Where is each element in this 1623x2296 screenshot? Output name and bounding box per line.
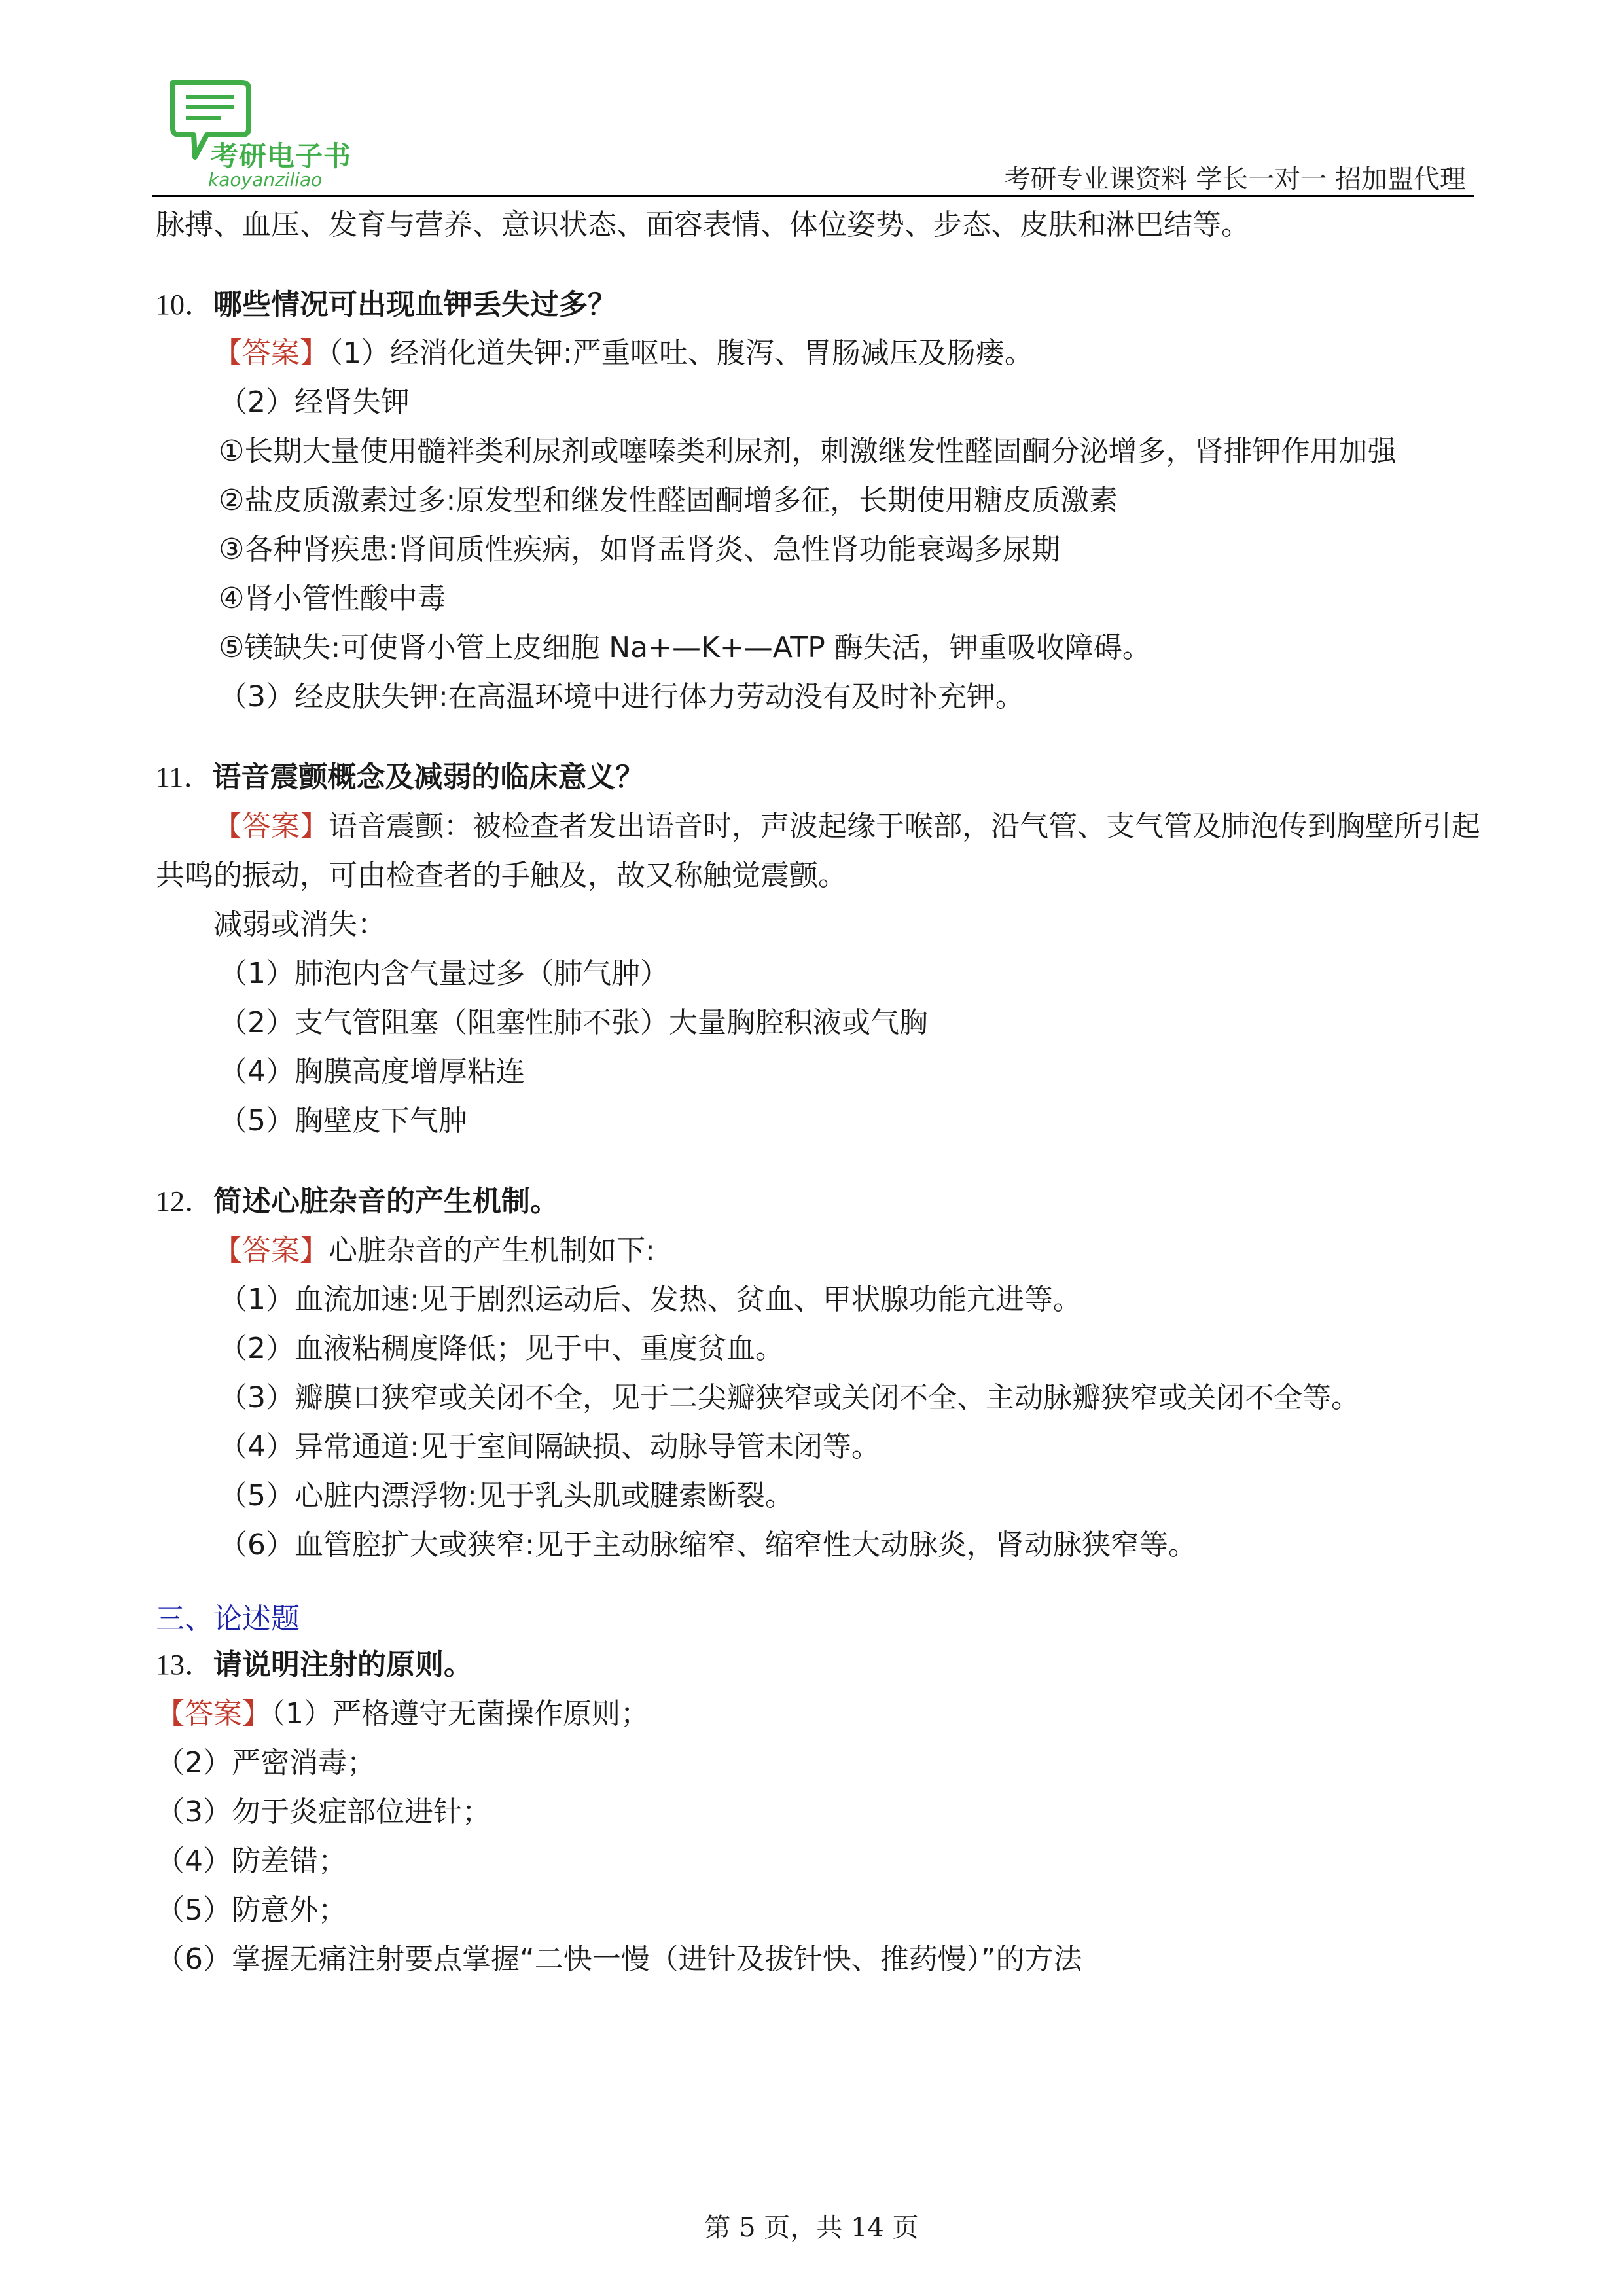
answer-line: （1）血流加速:见于剧烈运动后、发热、贫血、甲状腺功能亢进等。: [219, 1283, 1082, 1316]
question-text: 请说明注射的原则。: [213, 1648, 473, 1681]
answer-line: ⑤镁缺失:可使肾小管上皮细胞 Na+—K+—ATP 酶失活，钾重吸收障碍。: [219, 631, 1151, 664]
question-number: 11．: [156, 761, 213, 793]
answer-line: （5）胸壁皮下气肿: [219, 1104, 467, 1138]
answer-line: （3）经皮肤失钾:在高温环境中进行体力劳动没有及时补充钾。: [219, 680, 1024, 713]
answer-tag: 【答案】: [213, 1234, 329, 1267]
answer-line: [213, 808, 1480, 845]
body-line: 脉搏、血压、发育与营养、意识状态、面容表情、体位姿势、步态、皮肤和淋巴结等。: [156, 208, 1250, 242]
answer-text: （1）严格遵守无菌操作原则；: [271, 1697, 649, 1731]
answer-tag: 【答案】: [213, 336, 329, 370]
answer-line: （4）胸膜高度增厚粘连: [219, 1055, 525, 1088]
answer-line: 共鸣的振动，可由检查者的手触及，故又称触觉震颤。: [156, 859, 847, 892]
answer-text: 心脏杂音的产生机制如下:: [329, 1234, 655, 1267]
answer-line: （2）支气管阻塞（阻塞性肺不张）大量胸腔积液或气胸: [219, 1006, 928, 1039]
question-12: [156, 1183, 559, 1220]
question-11: [156, 759, 644, 796]
logo-text: 考研电子书: [211, 140, 352, 172]
answer-line: （3）勿于炎症部位进针；: [156, 1795, 491, 1829]
answer-text: （1）经消化道失钾:严重呕吐、腹泻、胃肠减压及肠瘘。: [329, 336, 1033, 370]
answer-line: （4）异常通道:见于室间隔缺损、动脉导管未闭等。: [219, 1430, 880, 1463]
answer-line: ③各种肾疾患:肾间质性疾病，如肾盂肾炎、急性肾功能衰竭多尿期: [219, 533, 1061, 566]
answer-tag: 【答案】: [213, 810, 329, 843]
section-heading: 三、论述题: [156, 1602, 300, 1636]
answer-line: 减弱或消失：: [213, 908, 386, 941]
answer-text: 语音震颤：被检查者发出语音时，声波起缘于喉部，沿气管、支气管及肺泡传到胸壁所引起: [329, 810, 1480, 843]
answer-line: [213, 1232, 655, 1269]
question-number: 13．: [156, 1649, 213, 1681]
answer-line: （3）瓣膜口狭窄或关闭不全，见于二尖瓣狭窄或关闭不全、主动脉瓣狭窄或关闭不全等。: [219, 1381, 1360, 1414]
question-number: 12．: [156, 1185, 213, 1217]
question-13: [156, 1647, 473, 1683]
answer-line: （2）经肾失钾: [219, 386, 410, 419]
answer-line: （2）血液粘稠度降低；见于中、重度贫血。: [219, 1332, 784, 1365]
answer-line: ①长期大量使用髓袢类利尿剂或噻嗪类利尿剂，刺激继发性醛固酮分泌增多，肾排钾作用加强: [219, 435, 1397, 468]
logo-subtext: kaoyanziliao: [208, 169, 323, 190]
question-text: 语音震颤概念及减弱的临床意义？: [212, 761, 645, 794]
page-number: 第 5 页，共 14 页: [704, 2213, 919, 2243]
answer-line: （4）防差错；: [156, 1844, 347, 1878]
answer-line: （1）肺泡内含气量过多（肺气肿）: [219, 957, 669, 990]
question-text: 哪些情况可出现血钾丢失过多？: [213, 288, 616, 321]
answer-line: [213, 335, 1033, 372]
answer-line: （5）心脏内漂浮物:见于乳头肌或腱索断裂。: [219, 1479, 794, 1513]
answer-line: ②盐皮质激素过多:原发型和继发性醛固酮增多征，长期使用糖皮质激素: [219, 484, 1118, 517]
answer-line: ④肾小管性酸中毒: [219, 582, 446, 615]
answer-line: （6）掌握无痛注射要点掌握“二快一慢（进针及拔针快、推药慢）”的方法: [156, 1943, 1082, 1976]
question-text: 简述心脏杂音的产生机制。: [213, 1185, 559, 1218]
answer-line: [156, 1696, 649, 1732]
answer-tag: 【答案】: [156, 1697, 271, 1731]
question-10: [156, 287, 616, 323]
header-tagline: 考研专业课资料 学长一对一 招加盟代理: [1004, 164, 1466, 194]
header-divider: [152, 195, 1474, 197]
answer-line: （2）严密消毒；: [156, 1746, 376, 1780]
answer-line: （6）血管腔扩大或狭窄:见于主动脉缩窄、缩窄性大动脉炎，肾动脉狭窄等。: [219, 1528, 1197, 1562]
answer-line: （5）防意外；: [156, 1893, 347, 1927]
question-number: 10．: [156, 289, 213, 321]
